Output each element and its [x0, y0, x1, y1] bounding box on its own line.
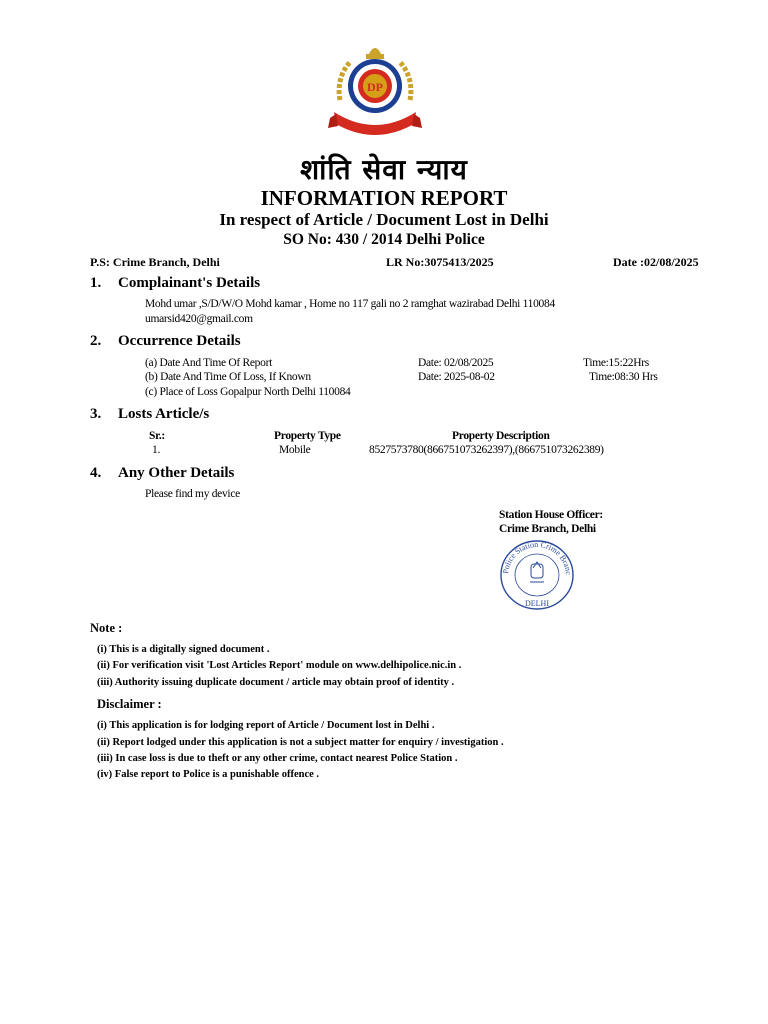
- section-title: Complainant's Details: [118, 275, 261, 291]
- complainant-address: Mohd umar ,S/D/W/O Mohd kamar , Home no 117 gali no 2 ramghat wazirabad Delhi 110084: [145, 298, 555, 310]
- section-title: Any Other Details: [118, 465, 235, 481]
- report-time-value: Time:15:22Hrs: [583, 357, 649, 369]
- signature-title: Station House Officer:: [499, 509, 603, 521]
- disclaimer-heading: Disclaimer :: [97, 697, 162, 711]
- disclaimer-item: (iv) False report to Police is a punishable offence .: [97, 769, 320, 780]
- disclaimer-item: (i) This application is for lodging report of Article / Document lost in Delhi .: [97, 720, 435, 731]
- police-station-stamp: [498, 538, 576, 612]
- section-articles-heading: [90, 406, 209, 423]
- loss-datetime-label: (b) Date And Time Of Loss, If Known: [145, 371, 311, 383]
- section-title: Occurrence Details: [118, 333, 241, 349]
- delhi-police-emblem: [326, 38, 424, 138]
- report-title: INFORMATION REPORT: [260, 186, 508, 210]
- loss-time-value: Time:08:30 Hrs: [589, 371, 658, 383]
- section-number: 3.: [90, 406, 102, 422]
- police-station: P.S: Crime Branch, Delhi: [90, 255, 220, 269]
- table-row-sr: 1.: [152, 444, 161, 456]
- hindi-motto: शांति सेवा न्याय: [300, 153, 468, 186]
- column-header-description: Property Description: [452, 430, 550, 442]
- other-details-text: Please find my device: [145, 488, 240, 500]
- signature-office: Crime Branch, Delhi: [499, 523, 596, 535]
- column-header-type: Property Type: [274, 430, 341, 442]
- so-number: SO No: 430 / 2014 Delhi Police: [283, 231, 485, 248]
- note-item: (ii) For verification visit 'Lost Articles Report' module on www.delhipolice.nic.in .: [97, 660, 462, 671]
- svg-text:Police Station Crime Branch: Police Station Crime Branc: [501, 539, 574, 576]
- report-date: Date :02/08/2025: [613, 255, 699, 269]
- section-complainant-heading: [90, 275, 260, 292]
- section-other-heading: [90, 465, 234, 482]
- loss-date-value: Date: 2025-08-02: [418, 371, 495, 383]
- table-row-description: 8527573780(866751073262397),(866751073262389): [369, 444, 604, 456]
- section-occurrence-heading: [90, 333, 241, 350]
- section-number: 4.: [90, 465, 102, 481]
- column-header-sr: Sr.:: [149, 430, 165, 442]
- disclaimer-item: (iii) In case loss is due to theft or any other crime, contact nearest Police Station .: [97, 753, 458, 764]
- report-subtitle: In respect of Article / Document Lost in Delhi: [219, 210, 549, 229]
- svg-text:DELHI: DELHI: [525, 599, 549, 608]
- disclaimer-item: (ii) Report lodged under this application is not a subject matter for enquiry / investigation .: [97, 737, 504, 748]
- complainant-email: umarsid420@gmail.com: [145, 313, 253, 325]
- report-datetime-label: (a) Date And Time Of Report: [145, 357, 273, 369]
- note-item: (iii) Authority issuing duplicate document / article may obtain proof of identity .: [97, 677, 455, 688]
- lr-number: LR No:3075413/2025: [386, 255, 494, 269]
- note-item: (i) This is a digitally signed document .: [97, 644, 270, 655]
- table-row-type: Mobile: [279, 444, 311, 456]
- loss-place: (c) Place of Loss Gopalpur North Delhi 110084: [145, 386, 351, 398]
- svg-text:DP: DP: [367, 80, 383, 94]
- report-date-value: Date: 02/08/2025: [418, 357, 494, 369]
- section-number: 1.: [90, 275, 102, 291]
- section-title: Losts Article/s: [118, 406, 210, 422]
- note-heading: Note :: [90, 621, 123, 635]
- section-number: 2.: [90, 333, 102, 349]
